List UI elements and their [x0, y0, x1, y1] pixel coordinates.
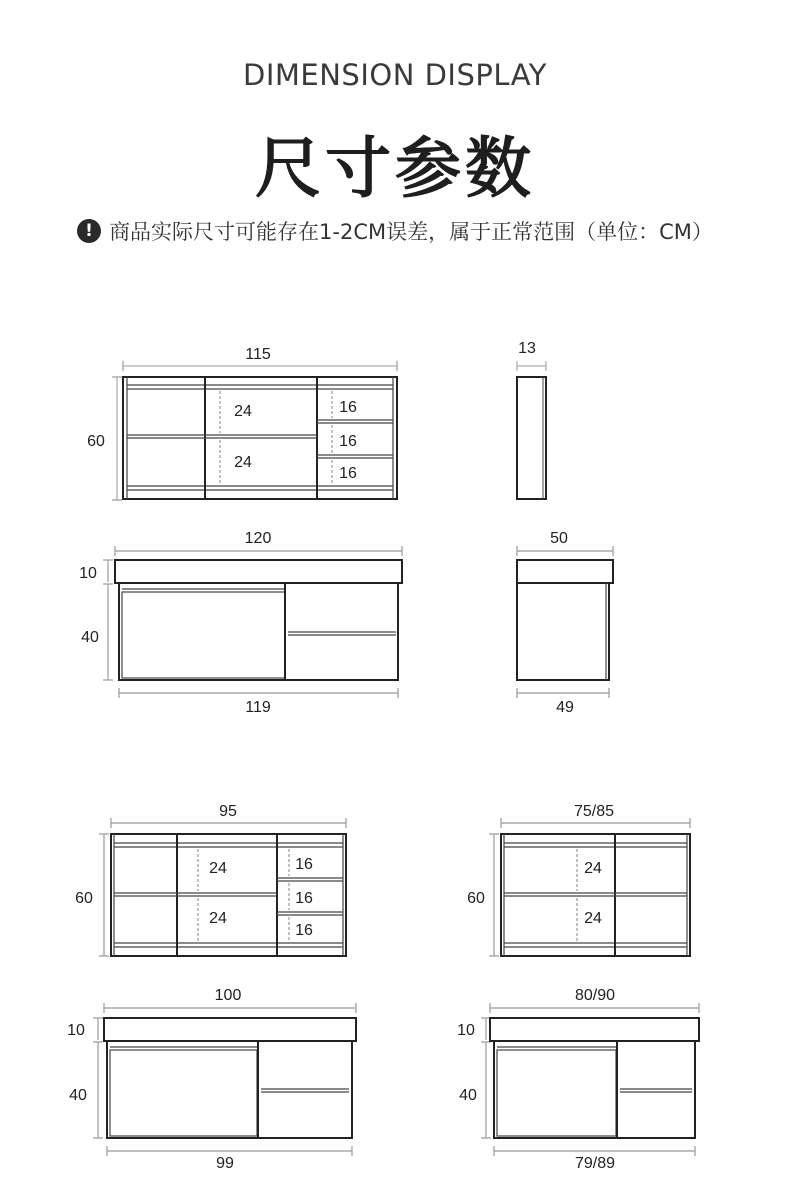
dim-115-shelf-right-1: 16	[339, 399, 357, 416]
dim-115-shelf-mid-2: 24	[234, 454, 252, 471]
basin-cabinet-side	[517, 546, 613, 698]
dim-95-shelf-mid-2: 24	[209, 910, 227, 927]
dim-80-90-basin-width: 80/90	[574, 987, 616, 1004]
dim-75-85-cabinet-height: 60	[467, 890, 485, 907]
basin-cabinet-80-90-front	[481, 1003, 699, 1156]
dim-99-base-width: 99	[216, 1155, 234, 1172]
dim-120-base-height: 40	[81, 629, 99, 646]
dim-75-85-shelf-mid-1: 24	[584, 860, 602, 877]
dim-100-base-height: 40	[69, 1087, 87, 1104]
dim-95-cabinet-width: 95	[219, 803, 237, 820]
chinese-title: 尺寸参数	[255, 130, 535, 207]
mirror-cabinet-75-85-front	[489, 818, 690, 956]
dim-80-90-base-height: 40	[459, 1087, 477, 1104]
dim-95-cabinet-height: 60	[75, 890, 93, 907]
dim-120-basin-width: 120	[244, 530, 272, 547]
dim-95-shelf-right-2: 16	[295, 890, 313, 907]
dim-95-shelf-mid-1: 24	[209, 860, 227, 877]
dim-120-counter-thickness: 10	[79, 565, 97, 582]
dim-100-basin-width: 100	[214, 987, 242, 1004]
dim-95-shelf-right-1: 16	[295, 856, 313, 873]
mirror-cabinet-side	[517, 361, 546, 499]
dim-100-counter-thickness: 10	[67, 1022, 85, 1039]
dim-115-shelf-mid-1: 24	[234, 403, 252, 420]
basin-cabinet-120-front	[103, 546, 402, 698]
dim-95-shelf-right-3: 16	[295, 922, 313, 939]
basin-cabinet-100-front	[93, 1003, 356, 1156]
dim-115-cabinet-height: 60	[87, 433, 105, 450]
dim-115-shelf-right-3: 16	[339, 465, 357, 482]
exclamation-circle-icon: !	[77, 219, 101, 243]
dim-80-90-counter-thickness: 10	[457, 1022, 475, 1039]
dim-base-depth: 49	[556, 699, 574, 716]
dim-115-shelf-right-2: 16	[339, 433, 357, 450]
dim-basin-depth: 50	[550, 530, 568, 547]
dim-79-89-base-width: 79/89	[574, 1155, 616, 1172]
dim-115-cabinet-width: 115	[245, 346, 271, 363]
dim-75-85-cabinet-width: 75/85	[573, 803, 615, 820]
note-text: 商品实际尺寸可能存在1-2CM误差，属于正常范围（单位：CM）	[109, 220, 713, 244]
dim-115-cabinet-depth: 13	[518, 340, 536, 357]
dim-119-base-width: 119	[245, 699, 271, 716]
english-title: DIMENSION DISPLAY	[242, 58, 548, 92]
dim-75-85-shelf-mid-2: 24	[584, 910, 602, 927]
